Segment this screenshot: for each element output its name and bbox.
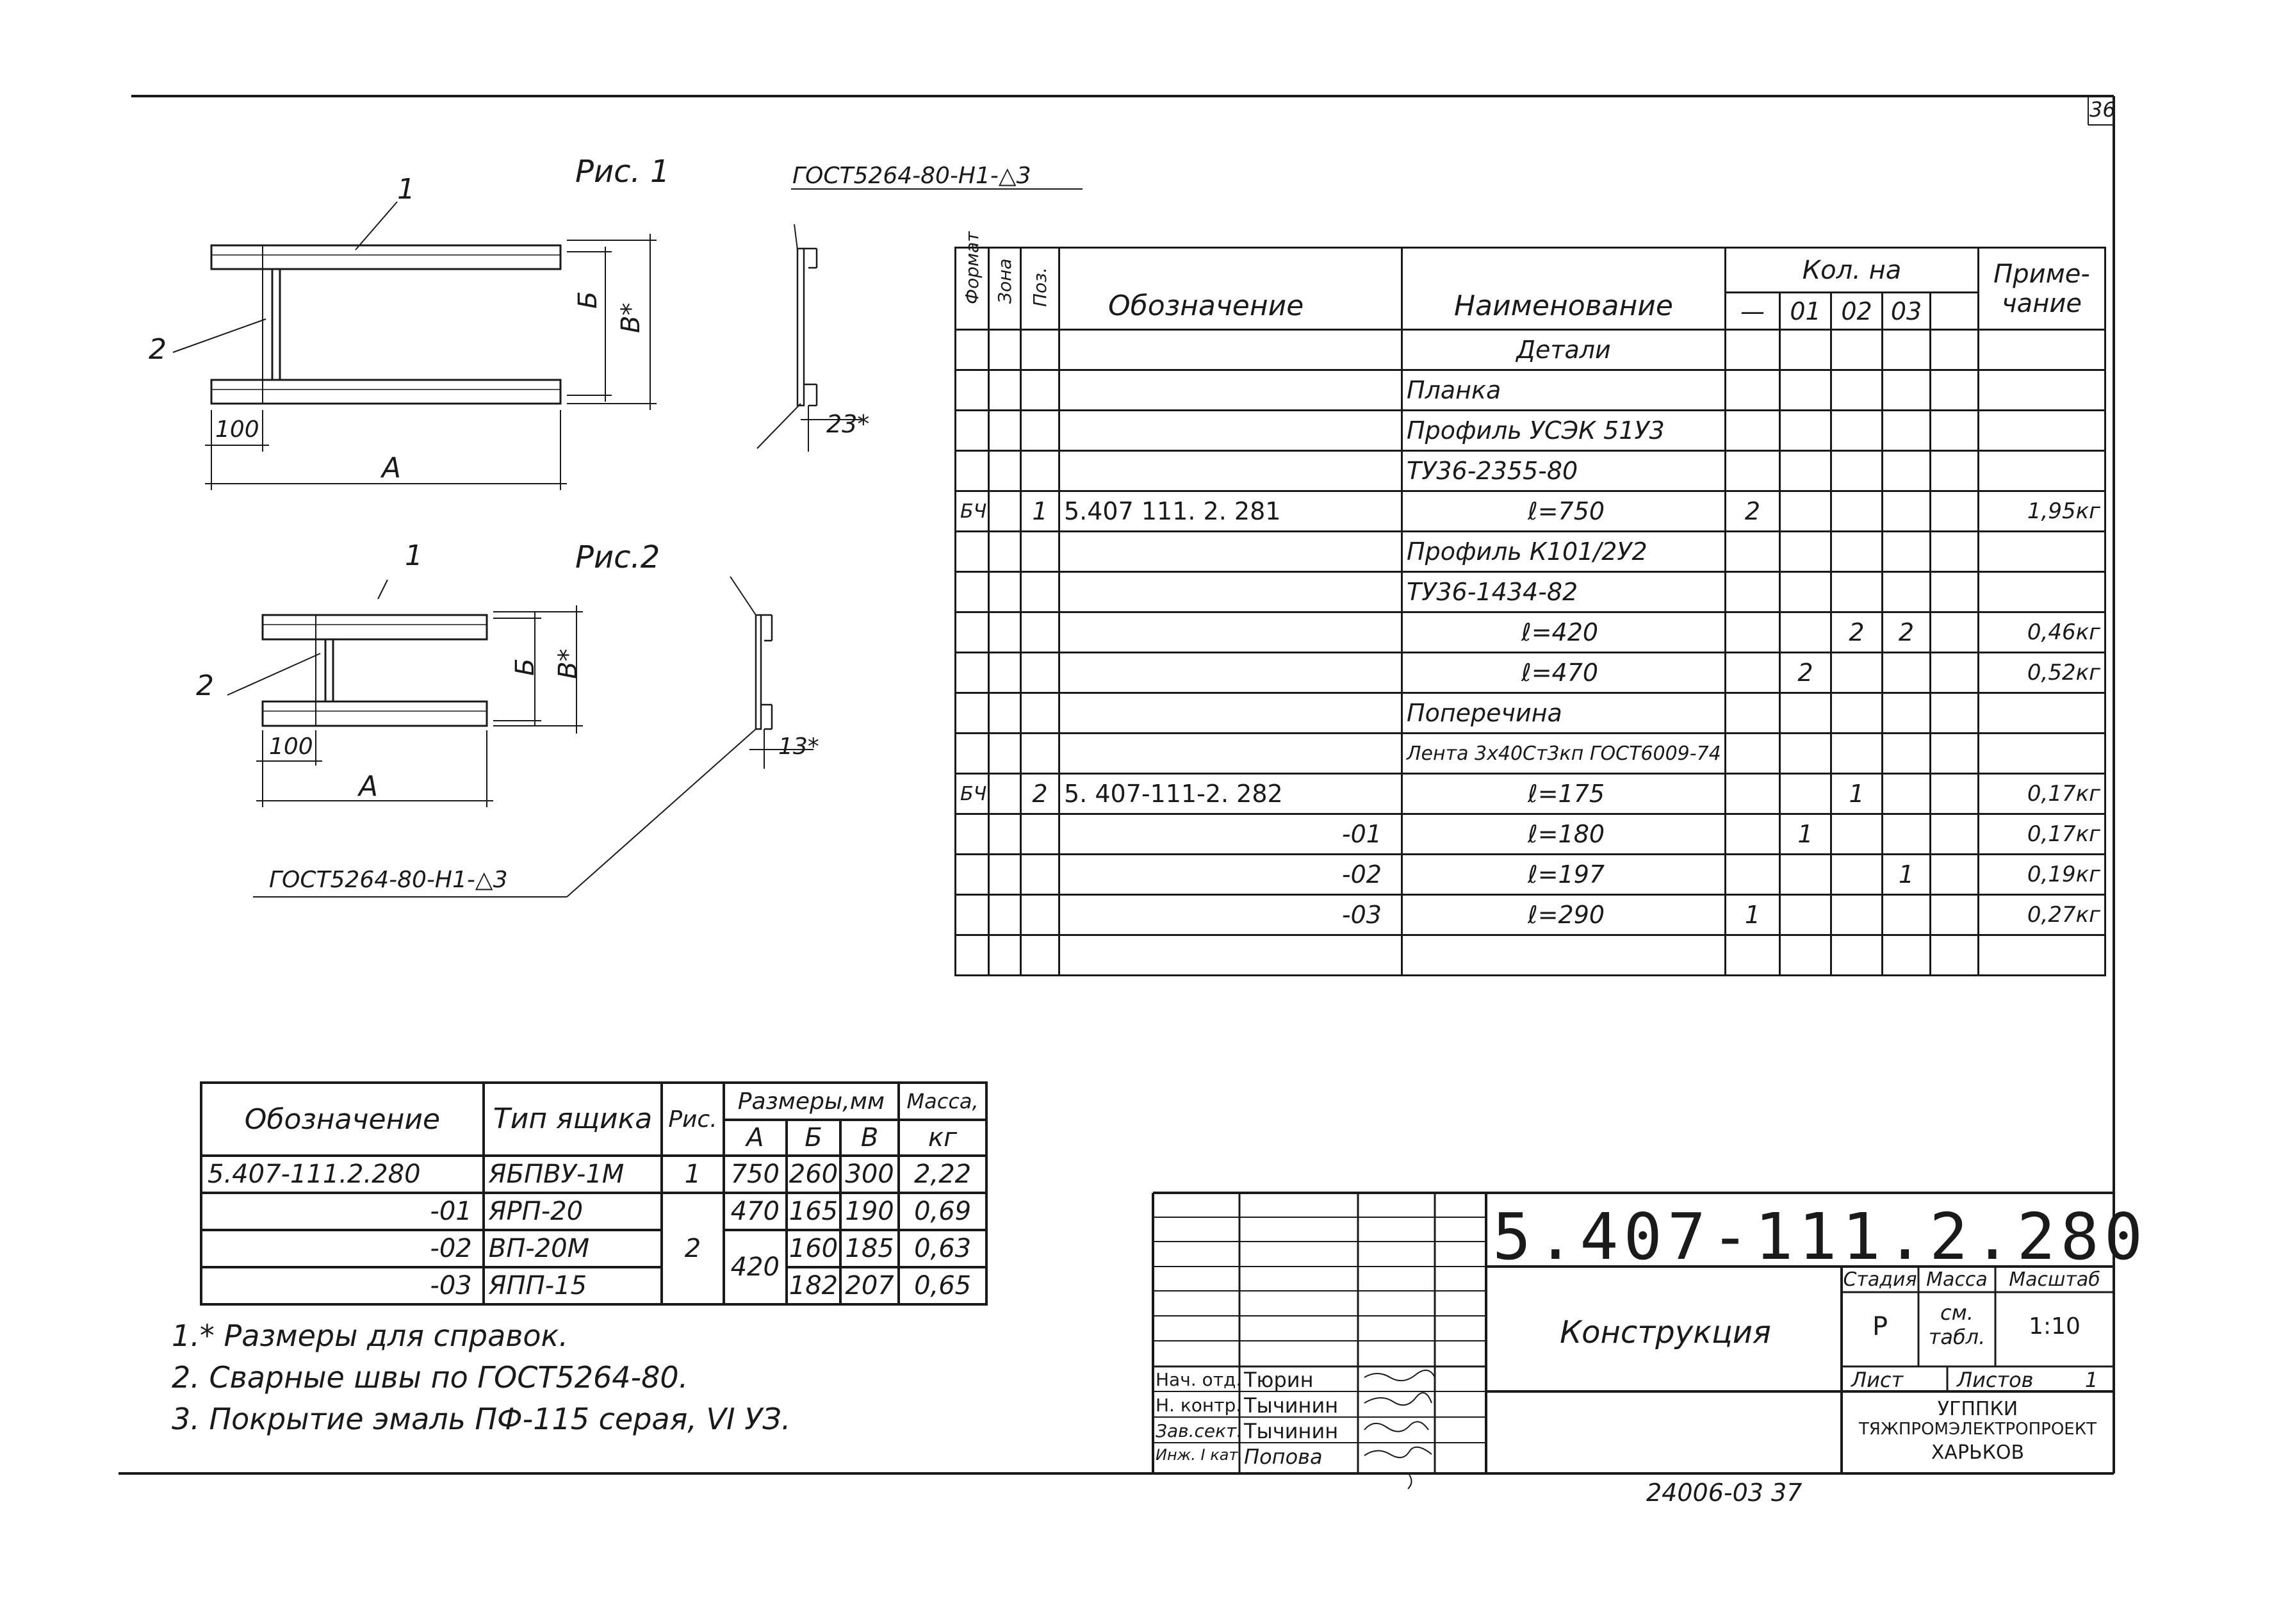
signer-role: Инж. I кат.	[1156, 1446, 1243, 1464]
size-cell-v: 185	[840, 1230, 899, 1267]
size-col-v: В	[840, 1120, 899, 1156]
col-note: Приме-чание	[1979, 248, 2105, 330]
fig2-dim-side: 13*	[778, 734, 819, 760]
spec-cell-qty-02: 1	[1831, 774, 1883, 814]
note-3: 3. Покрытие эмаль ПФ-115 серая, VI УЗ.	[172, 1402, 791, 1436]
size-cell-v: 190	[840, 1193, 899, 1230]
spec-cell-note: 0,52кг	[1979, 653, 2105, 693]
signer-name: Тычинин	[1244, 1419, 1339, 1443]
spec-cell-designation: -02	[1059, 855, 1402, 895]
fig1-weld-note: ГОСТ5264-80-Н1-△3	[792, 163, 1031, 189]
spec-cell-name: Лента 3х40Ст3кп ГОСТ6009-74	[1402, 734, 1726, 774]
size-cell-a: 750	[724, 1156, 787, 1193]
size-cell-b: 165	[787, 1193, 840, 1230]
note-1: 1.* Размеры для справок.	[172, 1318, 568, 1353]
fig1-dim-side: 23*	[826, 410, 870, 438]
spec-cell-pos: 1	[1021, 491, 1059, 532]
size-col-designation: Обозначение	[201, 1083, 484, 1156]
size-cell-mass: 0,65	[899, 1267, 986, 1304]
col-qty-base: —	[1726, 293, 1780, 330]
spec-cell-name: ТУ36-1434-82	[1402, 572, 1726, 612]
sheet-label: Лист	[1851, 1368, 1904, 1392]
col-qty-01: 01	[1780, 293, 1831, 330]
size-cell-type: ЯРП-20	[484, 1193, 662, 1230]
size-col-fig: Рис.	[662, 1083, 723, 1156]
size-cell-mass: 2,22	[899, 1156, 986, 1193]
signer-name: Попова	[1244, 1445, 1323, 1469]
size-cell-b: 160	[787, 1230, 840, 1267]
scale-value: 1:10	[2029, 1313, 2081, 1340]
note-2: 2. Сварные швы по ГОСТ5264-80.	[172, 1360, 689, 1395]
size-cell-designation: 5.407-111.2.280	[201, 1156, 484, 1193]
size-cell-type: ЯПП-15	[484, 1267, 662, 1304]
mass-value: см. табл.	[1928, 1300, 1986, 1349]
document-title: Конструкция	[1560, 1315, 1771, 1350]
org-line-3: ХАРЬКОВ	[1931, 1441, 2025, 1464]
size-cell-designation: -02	[201, 1230, 484, 1267]
spec-cell-name: ℓ=180	[1402, 814, 1726, 855]
size-cell-type: ВП-20М	[484, 1230, 662, 1267]
scale-label: Масштаб	[2009, 1268, 2100, 1291]
spec-cell-note: 0,27кг	[1979, 895, 2105, 935]
spec-cell-name: ℓ=420	[1402, 612, 1726, 653]
fig2-dim-width: А	[359, 770, 379, 803]
spec-cell-note: 0,17кг	[1979, 774, 2105, 814]
size-cell-mass: 0,63	[899, 1230, 986, 1267]
fig2-pos2-label: 2	[196, 669, 214, 702]
spec-cell-name: Поперечина	[1402, 693, 1726, 734]
fig2-pos1-label: 1	[405, 539, 423, 572]
spec-cell-name: ℓ=750	[1402, 491, 1726, 532]
col-qty-02: 02	[1831, 293, 1883, 330]
spec-cell-qty-03: 2	[1883, 612, 1931, 653]
size-col-a: А	[724, 1120, 787, 1156]
spec-cell-designation: 5. 407-111-2. 282	[1059, 774, 1402, 814]
org-line-1: УГППКИ	[1937, 1398, 2018, 1420]
spec-cell-name: ℓ=175	[1402, 774, 1726, 814]
spec-cell-note: 0,46кг	[1979, 612, 2105, 653]
spec-cell-name: ℓ=290	[1402, 895, 1726, 935]
size-cell-a: 420	[724, 1230, 787, 1304]
spec-cell-name: ℓ=197	[1402, 855, 1726, 895]
fig2-weld-note: ГОСТ5264-80-Н1-△3	[269, 867, 508, 893]
sheets-value: 1	[2085, 1368, 2098, 1392]
signer-role: Н. контр.	[1156, 1395, 1242, 1416]
spec-cell-qty-base: 1	[1726, 895, 1780, 935]
signer-name: Тюрин	[1244, 1368, 1314, 1392]
fig1-dim-b: Б	[573, 291, 603, 309]
mass-label: Масса	[1926, 1268, 1988, 1291]
size-col-b: Б	[787, 1120, 840, 1156]
fig1-pos2-label: 2	[149, 333, 167, 366]
spec-cell-designation: -01	[1059, 814, 1402, 855]
size-cell-a: 470	[724, 1193, 787, 1230]
signer-role: Зав.сект.	[1156, 1420, 1243, 1441]
size-cell-b: 182	[787, 1267, 840, 1304]
org-line-2: ТЯЖПРОМЭЛЕКТРОПРОЕКТ	[1858, 1420, 2097, 1439]
col-format: Формат	[956, 248, 989, 330]
col-name: Наименование	[1402, 248, 1726, 330]
col-qty-03: 03	[1883, 293, 1931, 330]
size-cell-designation: -03	[201, 1267, 484, 1304]
col-pos: Поз.	[1021, 248, 1059, 330]
size-col-type: Тип ящика	[484, 1083, 662, 1156]
spec-cell-name: Детали	[1402, 330, 1726, 370]
spec-cell-designation: -03	[1059, 895, 1402, 935]
size-col-mass: Масса,	[899, 1083, 986, 1120]
size-cell-b: 260	[787, 1156, 840, 1193]
size-col-mass-unit: кг	[899, 1120, 986, 1156]
spec-cell-qty-base: 2	[1726, 491, 1780, 532]
spec-cell-note: 1,95кг	[1979, 491, 2105, 532]
signer-role: Нач. отд.	[1156, 1369, 1242, 1390]
size-cell-v: 300	[840, 1156, 899, 1193]
spec-cell-pos: 2	[1021, 774, 1059, 814]
page-number: 36	[2089, 97, 2116, 122]
size-cell-mass: 0,69	[899, 1193, 986, 1230]
fig2-dim-offset: 100	[269, 734, 313, 760]
spec-cell-qty-01: 1	[1780, 814, 1831, 855]
spec-cell-format: БЧ	[956, 774, 989, 814]
spec-cell-name: ℓ=470	[1402, 653, 1726, 693]
fig1-dim-v: В*	[616, 302, 646, 333]
archive-number: 24006-03 37	[1646, 1479, 1803, 1507]
stage-label: Стадия	[1843, 1268, 1917, 1291]
signer-name: Тычинин	[1244, 1393, 1339, 1418]
document-number: 5.407-111.2.280	[1492, 1199, 2148, 1274]
spec-cell-qty-02: 2	[1831, 612, 1883, 653]
fig1-caption: Рис. 1	[575, 154, 670, 190]
spec-cell-name: Профиль К101/2У2	[1402, 532, 1726, 572]
col-zone: Зона	[989, 248, 1021, 330]
spec-cell-name: ТУ36-2355-80	[1402, 451, 1726, 491]
size-col-sizes: Размеры,мм	[724, 1083, 899, 1120]
spec-cell-qty-03: 1	[1883, 855, 1931, 895]
stage-value: Р	[1872, 1312, 1888, 1341]
spec-cell-note: 0,17кг	[1979, 814, 2105, 855]
col-designation: Обозначение	[1059, 248, 1402, 330]
fig2-caption: Рис.2	[575, 539, 660, 575]
spec-cell-designation: 5.407 111. 2. 281	[1059, 491, 1402, 532]
fig2-dim-b: Б	[511, 658, 540, 676]
spec-cell-qty-01: 2	[1780, 653, 1831, 693]
size-cell-fig: 1	[662, 1156, 723, 1193]
fig1-dim-offset: 100	[215, 416, 259, 443]
sheets-label: Листов	[1957, 1368, 2034, 1392]
size-cell-fig: 2	[662, 1193, 723, 1304]
spec-cell-name: Профиль УСЭК 51У3	[1402, 411, 1726, 451]
size-cell-v: 207	[840, 1267, 899, 1304]
size-cell-type: ЯБПВУ-1М	[484, 1156, 662, 1193]
fig1-pos1-label: 1	[397, 173, 415, 206]
fig1-dim-width: А	[382, 452, 402, 484]
spec-cell-name: Планка	[1402, 370, 1726, 411]
spec-cell-format: БЧ	[956, 491, 989, 532]
spec-cell-note: 0,19кг	[1979, 855, 2105, 895]
col-qty: Кол. на	[1726, 248, 1979, 293]
size-cell-designation: -01	[201, 1193, 484, 1230]
fig2-dim-v: В*	[553, 648, 583, 679]
